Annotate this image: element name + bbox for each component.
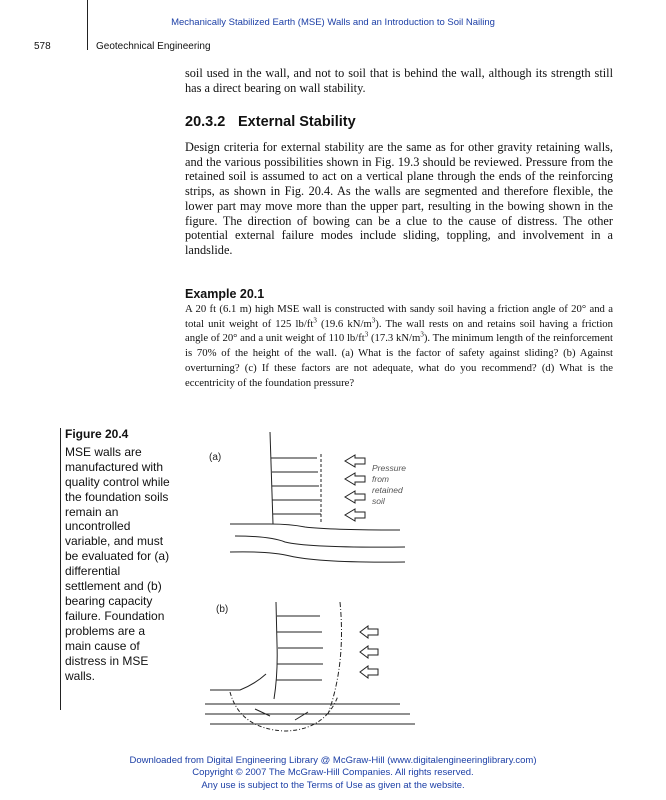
- caption-bar: [60, 428, 61, 710]
- bearing-failure-diagram: [205, 602, 415, 731]
- header-divider: [87, 0, 88, 50]
- displacement-arrow: [255, 709, 270, 716]
- pressure-label-line: from: [372, 474, 389, 484]
- intro-paragraph: soil used in the wall, and not to soil that is behind the wall, although its strength still has a direct bearing on wall stability.: [185, 66, 613, 95]
- pressure-label-line: retained: [372, 485, 403, 495]
- superscript: 3: [420, 330, 424, 339]
- pressure-arrow: [345, 455, 365, 467]
- pressure-arrow: [345, 473, 365, 485]
- example-text-part: A 20 ft (6.1 m) high MSE wall is constructed with sandy soil having a friction angle of 20° and a total unit weight of 125 lb/ft: [185, 303, 613, 330]
- foundation-layer: [230, 552, 405, 562]
- footer: [0, 755, 666, 792]
- superscript: 3: [313, 316, 317, 325]
- example-title: Example 20.1: [185, 287, 265, 301]
- running-header: Mechanically Stabilized Earth (MSE) Walls and an Introduction to Soil Nailing: [171, 17, 495, 28]
- section-heading: [185, 114, 356, 130]
- example-text-part: ). The wall rests on and retains soil having a friction angle of 20° and a unit weight of 110 lb/ft: [185, 317, 613, 345]
- page-number: 578: [34, 41, 51, 52]
- tilted-wall-face: [274, 602, 277, 699]
- footer-copyright-line: Copyright © 2007 The McGraw-Hill Companies. All rights reserved.: [192, 767, 474, 779]
- displacement-arrow: [295, 712, 308, 720]
- example-text: [185, 302, 613, 390]
- pressure-arrow: [360, 666, 378, 678]
- example-text-part: ). The minimum length of the reinforcement is 70% of the height of the wall. (a) What is the factor of safety against sliding? (b) Against overturning? (c) If these factors are not adequate, what do you recommend? (d) What is the eccentricity of the foundation pressure?: [185, 332, 614, 389]
- footer-download-line[interactable]: Downloaded from Digital Engineering Library @ McGraw-Hill (www.digitalengineeringlibrary.com): [129, 755, 537, 766]
- heaved-ground: [210, 674, 266, 690]
- caption-title: Figure 20.4: [65, 427, 129, 441]
- superscript: 3: [371, 316, 376, 325]
- failure-surface: [328, 602, 342, 714]
- figure-caption: [65, 427, 171, 683]
- example-text-part: (19.6 kN/m: [316, 317, 372, 330]
- pressure-arrow: [360, 646, 378, 658]
- pressure-label-line: soil: [372, 496, 385, 506]
- foundation-layer: [235, 536, 405, 547]
- wall-face: [270, 432, 273, 524]
- book-title: Geotechnical Engineering: [96, 41, 211, 52]
- settled-ground: [230, 524, 400, 530]
- label-a: (a): [209, 452, 222, 463]
- pressure-label-line: Pressure: [372, 463, 407, 473]
- caption-text: MSE walls are manufactured with quality control while the foundation soils remain an uncontrolled variable, and must be evaluated for (a) differential settlement and (b) bearing capacity failure. Foundation problems are a main cause of distress in MSE walls.: [65, 444, 170, 683]
- footer-terms-line[interactable]: Any use is subject to the Terms of Use as given at the website.: [201, 779, 465, 791]
- label-b: (b): [216, 604, 229, 615]
- pressure-arrow: [360, 626, 378, 638]
- pressure-arrow: [345, 509, 365, 521]
- section-title: External Stability: [238, 114, 356, 130]
- superscript: 3: [364, 330, 369, 339]
- mse-wall-figure: [200, 424, 430, 744]
- external-stability-paragraph: Design criteria for external stability are the same as for other gravity retaining walls, and the various possibilities shown in Fig. 19.3 should be reviewed. Pressure from the retained soil is assumed to act on a vertical plane through the ends of the reinforcing strips, as shown in Fig. 20.4. As the walls are segmented and therefore flexible, the lower part may move more than the upper part, resulting in the bowing shown in the figure. The direction of bowing can be a clue to the cause of distress. The other potential external failure modes include sliding, toppling, and involvement in a landslide.: [185, 140, 613, 257]
- bearing-failure-arc: [230, 692, 338, 731]
- example-text-part: (17.3 kN/m: [368, 332, 421, 345]
- pressure-arrow: [345, 491, 365, 503]
- section-number: 20.3.2: [185, 114, 226, 130]
